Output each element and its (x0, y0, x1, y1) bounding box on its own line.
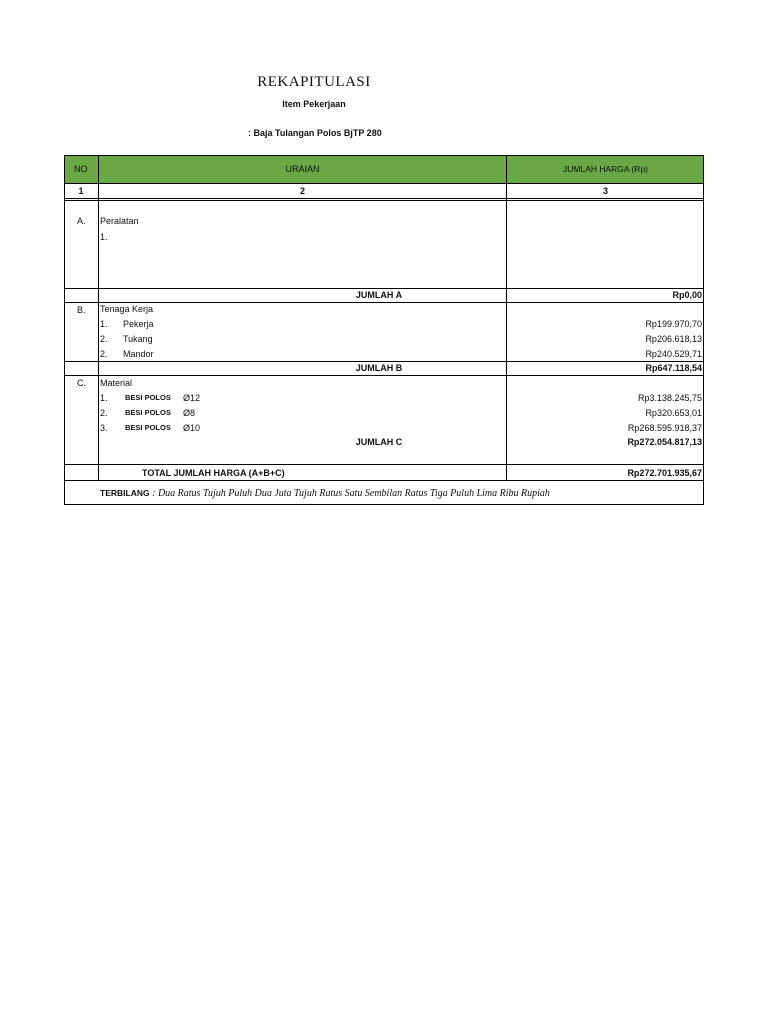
section-b-code: B. (77, 305, 86, 315)
section-c-item-3-size: Ø10 (183, 423, 201, 433)
work-item-label: : Baja Tulangan Polos BjTP 280 (248, 128, 382, 138)
document-subtitle: Item Pekerjaan (282, 99, 346, 109)
section-a-label: Peralatan (100, 216, 139, 226)
section-b-item-1-num: 1. (100, 319, 108, 329)
recap-table (64, 155, 704, 505)
section-b-item-2-num: 2. (100, 334, 108, 344)
section-c-item-1-name: BESI POLOS (125, 393, 171, 402)
section-c-item-1-size: Ø12 (183, 393, 201, 403)
table-border-left (64, 155, 65, 505)
jumlah-c-value: Rp272.054.817,13 (627, 437, 702, 447)
section-b-item-1-name: Pekerja (123, 319, 154, 329)
section-a-code: A. (77, 216, 86, 226)
section-b-item-3-name: Mandor (123, 349, 154, 359)
header-uraian: URAIAN (285, 164, 320, 174)
number-row-line-2 (64, 200, 704, 201)
jumlah-b-label: JUMLAH B (355, 363, 403, 373)
total-label: TOTAL JUMLAH HARGA (A+B+C) (142, 468, 285, 478)
section-b-label: Tenaga Kerja (100, 304, 154, 314)
header-bottom-line (64, 183, 704, 184)
section-a-bottom-line (64, 302, 704, 303)
number-row-line-1 (64, 198, 704, 199)
total-value: Rp272.701.935,67 (627, 468, 702, 478)
jumlah-a-value: Rp0,00 (672, 290, 702, 300)
section-b-item-1-value: Rp199.970,70 (645, 319, 702, 329)
section-a-item-num: 1. (100, 232, 108, 242)
table-border-bottom (64, 504, 704, 505)
section-c-label: Material (100, 378, 133, 388)
terbilang-row: TERBILANG : Dua Ratus Tujuh Puluh Dua Juta Tujuh Ratus Satu Sembilan Ratus Tiga Puluh Lima Ribu Rupiah (100, 488, 550, 499)
section-c-item-2-size: Ø8 (183, 408, 196, 418)
section-c-item-3-value: Rp268.595.918,37 (627, 423, 702, 433)
section-c-item-1-num: 1. (100, 393, 108, 403)
col-number-3: 3 (602, 186, 608, 196)
section-c-item-3-num: 3. (100, 423, 108, 433)
col-number-2: 2 (299, 186, 305, 196)
column-divider-no (98, 155, 99, 481)
section-c-code: C. (77, 378, 86, 388)
jumlah-c-label: JUMLAH C (355, 437, 403, 447)
jumlah-a-label: JUMLAH A (355, 290, 403, 300)
section-c-item-1-value: Rp3.138.245,75 (637, 393, 702, 403)
section-b-item-3-num: 2. (100, 349, 108, 359)
section-b-bottom-line (64, 375, 704, 376)
table-border-top (64, 155, 704, 156)
jumlah-b-value: Rp647.118,54 (645, 363, 702, 373)
column-divider-jumlah (506, 155, 507, 481)
total-top-line (64, 464, 704, 465)
document-title: REKAPITULASI (257, 74, 371, 90)
terbilang-value: Dua Ratus Tujuh Puluh Dua Juta Tujuh Ratus Satu Sembilan Ratus Tiga Puluh Lima Ribu Rupiah (157, 488, 550, 499)
section-c-item-2-name: BESI POLOS (125, 408, 171, 417)
section-c-item-2-value: Rp320.653,01 (645, 408, 702, 418)
section-b-subtotal-line (64, 361, 704, 362)
section-a-top-line (64, 288, 704, 289)
section-c-item-2-num: 2. (100, 408, 108, 418)
header-no: NO (74, 164, 88, 174)
section-b-item-2-value: Rp206.618,13 (645, 334, 702, 344)
section-b-item-3-value: Rp240.529,71 (645, 349, 702, 359)
section-b-item-2-name: Tukang (123, 334, 153, 344)
header-jumlah: JUMLAH HARGA (Rp) (562, 164, 648, 174)
section-c-item-3-name: BESI POLOS (125, 423, 171, 432)
total-bottom-line (64, 480, 704, 481)
terbilang-label: TERBILANG (100, 488, 150, 498)
col-number-1: 1 (78, 186, 84, 196)
table-border-right (703, 155, 704, 505)
